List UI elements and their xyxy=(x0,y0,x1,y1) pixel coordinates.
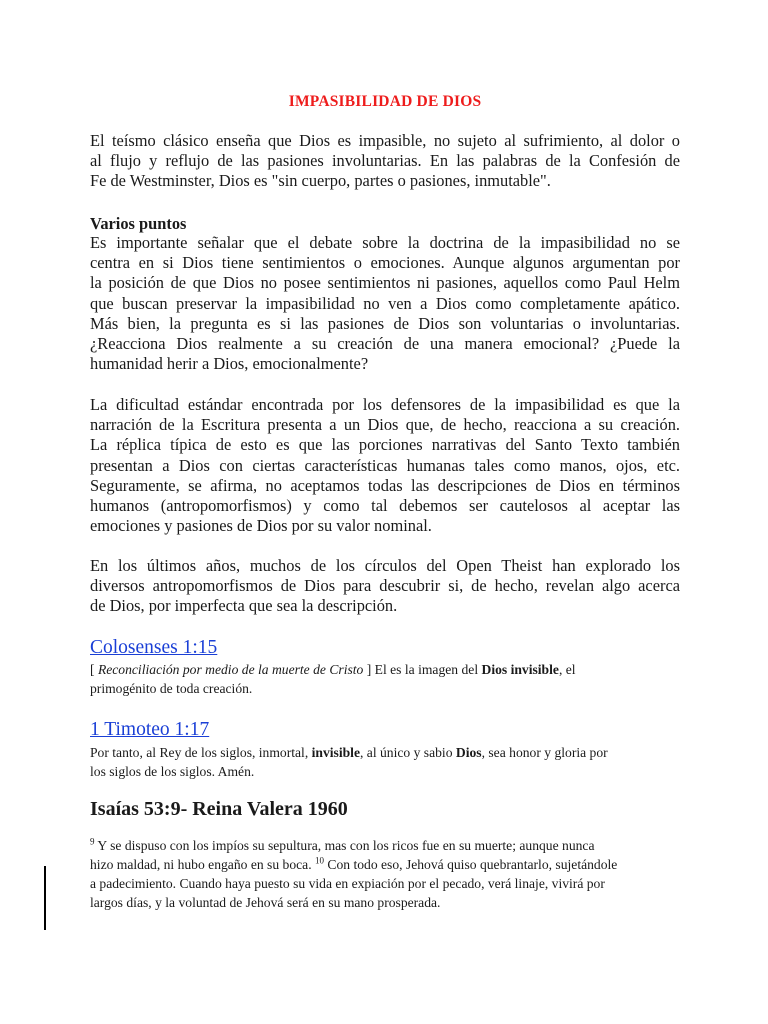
verse-number: 9 xyxy=(90,836,95,847)
paragraph-line: ¿Reacciona Dios realmente a su creación de una manera emocional? ¿Puede la xyxy=(90,334,680,354)
section-heading: Varios puntos xyxy=(90,214,187,233)
intro-paragraph xyxy=(90,131,680,192)
emphasis-text: Dios xyxy=(455,745,482,760)
paragraph-line: de Dios, por imperfecta que sea la descripción. xyxy=(90,596,398,616)
colosenses-link[interactable]: Colosenses 1:15 xyxy=(90,637,218,658)
verse-text: los siglos de los siglos. Amén. xyxy=(90,764,255,779)
paragraph-line: humanidad herir a Dios, emocionalmente? xyxy=(90,354,369,374)
timoteo-text xyxy=(90,743,680,781)
emphasis-text: Dios invisible xyxy=(481,662,559,677)
reference-note: Reconciliación por medio de la muerte de Cristo xyxy=(97,662,364,677)
verse-text: , al único y sabio xyxy=(360,745,456,760)
verse-text: Por tanto, al Rey de los siglos, inmortal, xyxy=(90,745,312,760)
bracket-open: [ xyxy=(90,662,98,677)
colosenses-text xyxy=(90,660,680,698)
verse-text: , sea honor y gloria por xyxy=(481,745,608,760)
paragraph-line: que buscan preservar la impasibilidad no ven a Dios como completamente apático. xyxy=(90,293,680,313)
paragraph-line: emociones y pasiones de Dios por su valor nominal. xyxy=(90,516,432,536)
verse-text: Y se dispuso con los impíos su sepultura, mas con los ricos fue en su muerte; aunque nunca xyxy=(94,838,595,853)
paragraph-line: la posición de que Dios no posee sentimientos ni pasiones, aquellos como Paul Helm xyxy=(90,273,680,293)
isaias-text xyxy=(90,836,680,912)
isaias-heading: Isaías 53:9- Reina Valera 1960 xyxy=(90,798,348,820)
bracket-close: ] El es la imagen del xyxy=(363,662,482,677)
paragraph-1 xyxy=(90,233,680,374)
paragraph-line: narración de la Escritura presenta a un Dios que, de hecho, reacciona a su creación. xyxy=(90,415,680,435)
text-cursor xyxy=(44,866,46,930)
paragraph-line: Más bien, la pregunta es si las pasiones de Dios son voluntarias o involuntarias. xyxy=(90,313,680,333)
paragraph-line: En los últimos años, muchos de los círculos del Open Theist han explorado los xyxy=(90,556,680,575)
page-title: IMPASIBILIDAD DE DIOS xyxy=(288,93,482,110)
emphasis-text: invisible xyxy=(311,745,360,760)
paragraph-line: La réplica típica de esto es que las porciones narrativas del Santo Texto también xyxy=(90,435,680,455)
paragraph-line: Seguramente, se afirma, no aceptamos todas las descripciones de Dios en términos xyxy=(90,475,680,495)
verse-text: largos días, y la voluntad de Jehová será en su mano prosperada. xyxy=(90,895,441,910)
verse-text: , el xyxy=(558,662,576,677)
paragraph-line: diversos antropomorfismos de Dios para descubrir si, de hecho, revelan algo acerca xyxy=(90,576,680,596)
verse-text: hizo maldad, ni hubo engaño en su boca. xyxy=(90,857,315,872)
paragraph-line: centra en si Dios tiene sentimientos o emociones. Aunque algunos argumentan por xyxy=(90,253,680,273)
timoteo-link[interactable]: 1 Timoteo 1:17 xyxy=(90,719,210,740)
paragraph-line: Es importante señalar que el debate sobre la doctrina de la impasibilidad no se xyxy=(90,233,680,252)
verse-number: 10 xyxy=(315,855,324,866)
paragraph-2 xyxy=(90,395,680,536)
verse-text: primogénito de toda creación. xyxy=(90,681,253,696)
intro-line: al flujo y reflujo de las pasiones involuntarias. En las palabras de la Confesión de xyxy=(90,151,680,171)
paragraph-3 xyxy=(90,556,680,617)
verse-text: a padecimiento. Cuando haya puesto su vida en expiación por el pecado, verá linaje, vivirá por xyxy=(90,876,605,891)
paragraph-line: humanos (antropomorfismos) y como tal debemos ser cautelosos al aceptar las xyxy=(90,496,680,516)
paragraph-line: La dificultad estándar encontrada por los defensores de la impasibilidad es que la xyxy=(90,395,680,414)
intro-line: Fe de Westminster, Dios es "sin cuerpo, partes o pasiones, inmutable". xyxy=(90,171,551,191)
intro-line: El teísmo clásico enseña que Dios es impasible, no sujeto al sufrimiento, al dolor o xyxy=(90,131,680,150)
paragraph-line: presentan a Dios con ciertas características humanas tales como manos, ojos, etc. xyxy=(90,455,680,475)
verse-text: Con todo eso, Jehová quiso quebrantarlo, sujetándole xyxy=(324,857,618,872)
